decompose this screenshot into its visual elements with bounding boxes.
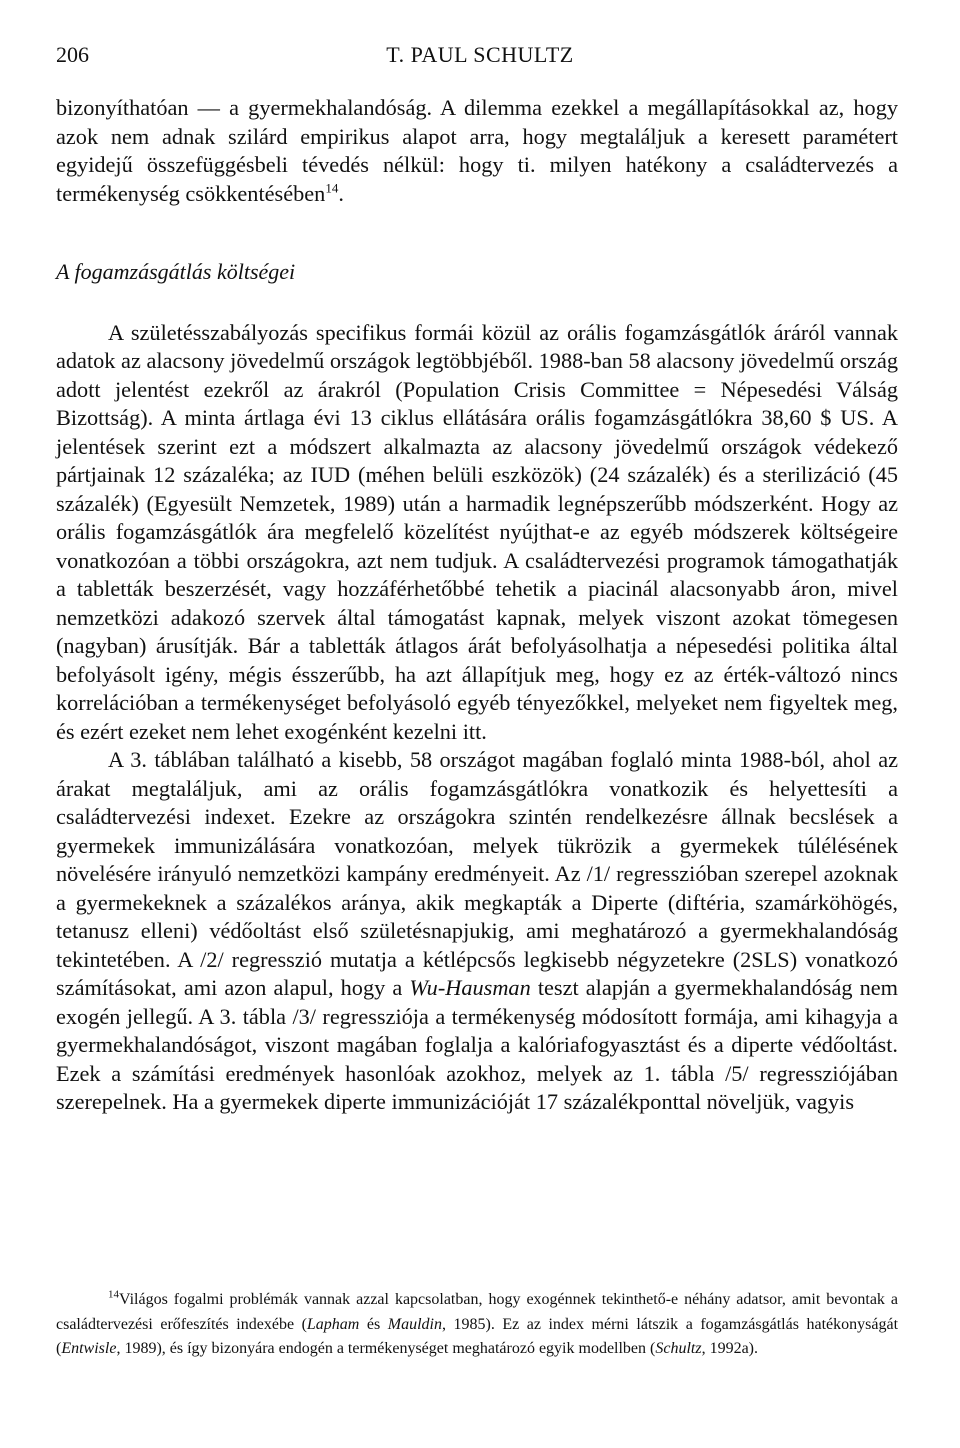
footnotes bbox=[56, 1288, 898, 1362]
running-head: T. PAUL SCHULTZ bbox=[386, 42, 574, 67]
footnote-marker: 14 bbox=[108, 1288, 119, 1301]
footnote-text-5: , 1992a). bbox=[701, 1340, 759, 1357]
footnote-14 bbox=[56, 1288, 898, 1362]
footnote-reference: 14 bbox=[325, 180, 339, 196]
section-paragraph-1-text: A születésszabályozás specifikus formái közül az orális fogamzásgátlók áráról vannak adatok az alacsony jövedelmű országok legtöbbjéből. 1988-ban 58 alacsony jövedelmű ország adott jelentést ezekről az árakról (Population Crisis Committee = Népesedési Válság Bizottság). A minta ártlaga évi 13 ciklus ellátására orális fogamzásgátlókra 38,60 $ US. A jelentések szerint ezt a módszert alkalmazta az alacsony jövedelmű országok védekező pártjainak 12 százaléka; az IUD (méhen belüli eszközök) (24 százalék) és a sterilizáció (45 százalék) (Egyesült Nemzetek, 1989) után a harmadik legnépszerűbb módszerként. Hogy az orális fogamzásgátlók ára megfelelő közelítést nyújthat-e az egyéb módszerek költségeire vonatkozóan a többi országokra, azt nem tudjuk. A családtervezési programok támogathatják a tabletták beszerzését, vagy hozzáférhetőbbé tehetik a piacinál alacsonyabb áron, mivel nemzetközi adakozó szervek által támogatást kapnak, melyek viszont azokat tömegesen (nagyban) árusítják. Bár a tabletták átlagos árát befolyásolhatja a népesedési politika által befolyásolt igény, mégis ésszerűbb, ha azt állapítjuk meg, hogy ez az érték-változó nincs korrelációban a termékenységet befolyásoló egyéb tényezőkkel, melyeket nem figyeltek meg, és ezért ezeket nem lehet exogénként kezelni itt. bbox=[56, 319, 898, 744]
section-paragraph-2-text-a: A 3. táblában található a kisebb, 58 országot magában foglaló minta 1988-ból, ahol az árakat megtaláljuk, ami az orális fogamzásgátlókra vonatkozik és helyettesíti a családtervezési indexet. Ezekre az országokra szintén rendelkezésre állnak becslések a gyermekek immunizálására vonatkozóan, melyek tükrözik a gyermekek túlélésének növelésére irányuló nemzetközi kampány eredményeit. Az /1/ regresszióban szerepel azoknak a gyermekeknek a százalékos aránya, akik megkapták a Diperte (diftéria, szamárköhögés, tetanusz elleni) védőoltást első születésnapjukig, ami meghatározó a gyermekhalandóság tekintetében. A /2/ regresszió mutatja a kétlépcsős legkisebb négyzetekre (2SLS) vonatkozó számításokat, ami azon alapul, hogy a bbox=[56, 747, 898, 1000]
footnote-italic-1: Lapham bbox=[306, 1315, 360, 1333]
footnote-italic-3: Entwisle bbox=[61, 1340, 117, 1357]
section-paragraph-2-italic: Wu-Hausman bbox=[409, 975, 531, 1000]
footnote-text-3: , 1985). Ez az index mérni látszik a fogamzásgátlás hatékonyságát ( bbox=[56, 1315, 899, 1357]
page-header bbox=[56, 40, 904, 70]
section-paragraph-2 bbox=[56, 746, 898, 1117]
intro-text: bizonyíthatóan — a gyermekhalandóság. A dilemma ezekkel a megállapításokkal az, hogy azok nem adnak szilárd empirikus alapot arra, hogy megtaláljuk a keresett paramétert egyidejű összefüggésbeli tévedés nélkül: hogy ti. milyen hatékony a családtervezés a termékenység csökkentésében bbox=[56, 95, 898, 206]
footnote-italic-4: Schultz bbox=[655, 1340, 702, 1357]
footnote-text-1: Világos fogalmi problémák vannak azzal kapcsolatban, hogy exogénnek tekinthető-e néhány adatsor, amit bevontak a családtervezési erőfeszítés indexébe ( bbox=[56, 1291, 898, 1333]
intro-end: . bbox=[338, 180, 344, 206]
section-paragraph-1 bbox=[56, 319, 898, 747]
body-text bbox=[56, 94, 898, 1117]
footnote-text-4: , 1989), és így bizonyára endogén a termékenységet meghatározó egyik modellben ( bbox=[116, 1340, 656, 1357]
section-heading: A fogamzásgátlás költségei bbox=[56, 259, 296, 284]
footnote-italic-2: Mauldin bbox=[387, 1315, 442, 1333]
footnote-text-2: és bbox=[359, 1315, 388, 1333]
intro-paragraph bbox=[56, 94, 898, 208]
page-number: 206 bbox=[56, 42, 89, 67]
section-paragraph-2-text-b: teszt alapján a gyermekhalandóság nem exogén jellegű. A 3. tábla /3/ regressziója a termékenység módosított formája, ami kihagyja a gyermekhalandóságot, viszont magában foglalja a kalóriafogyasztást és a diperte védőoltást. Ezek a számítási eredmények hasonlóak azokhoz, melyek az 1. tábla /5/ regressziójában szerepelnek. Ha a gyermekek diperte immunizációját 17 százalékponttal növeljük, vagyis bbox=[56, 975, 898, 1114]
